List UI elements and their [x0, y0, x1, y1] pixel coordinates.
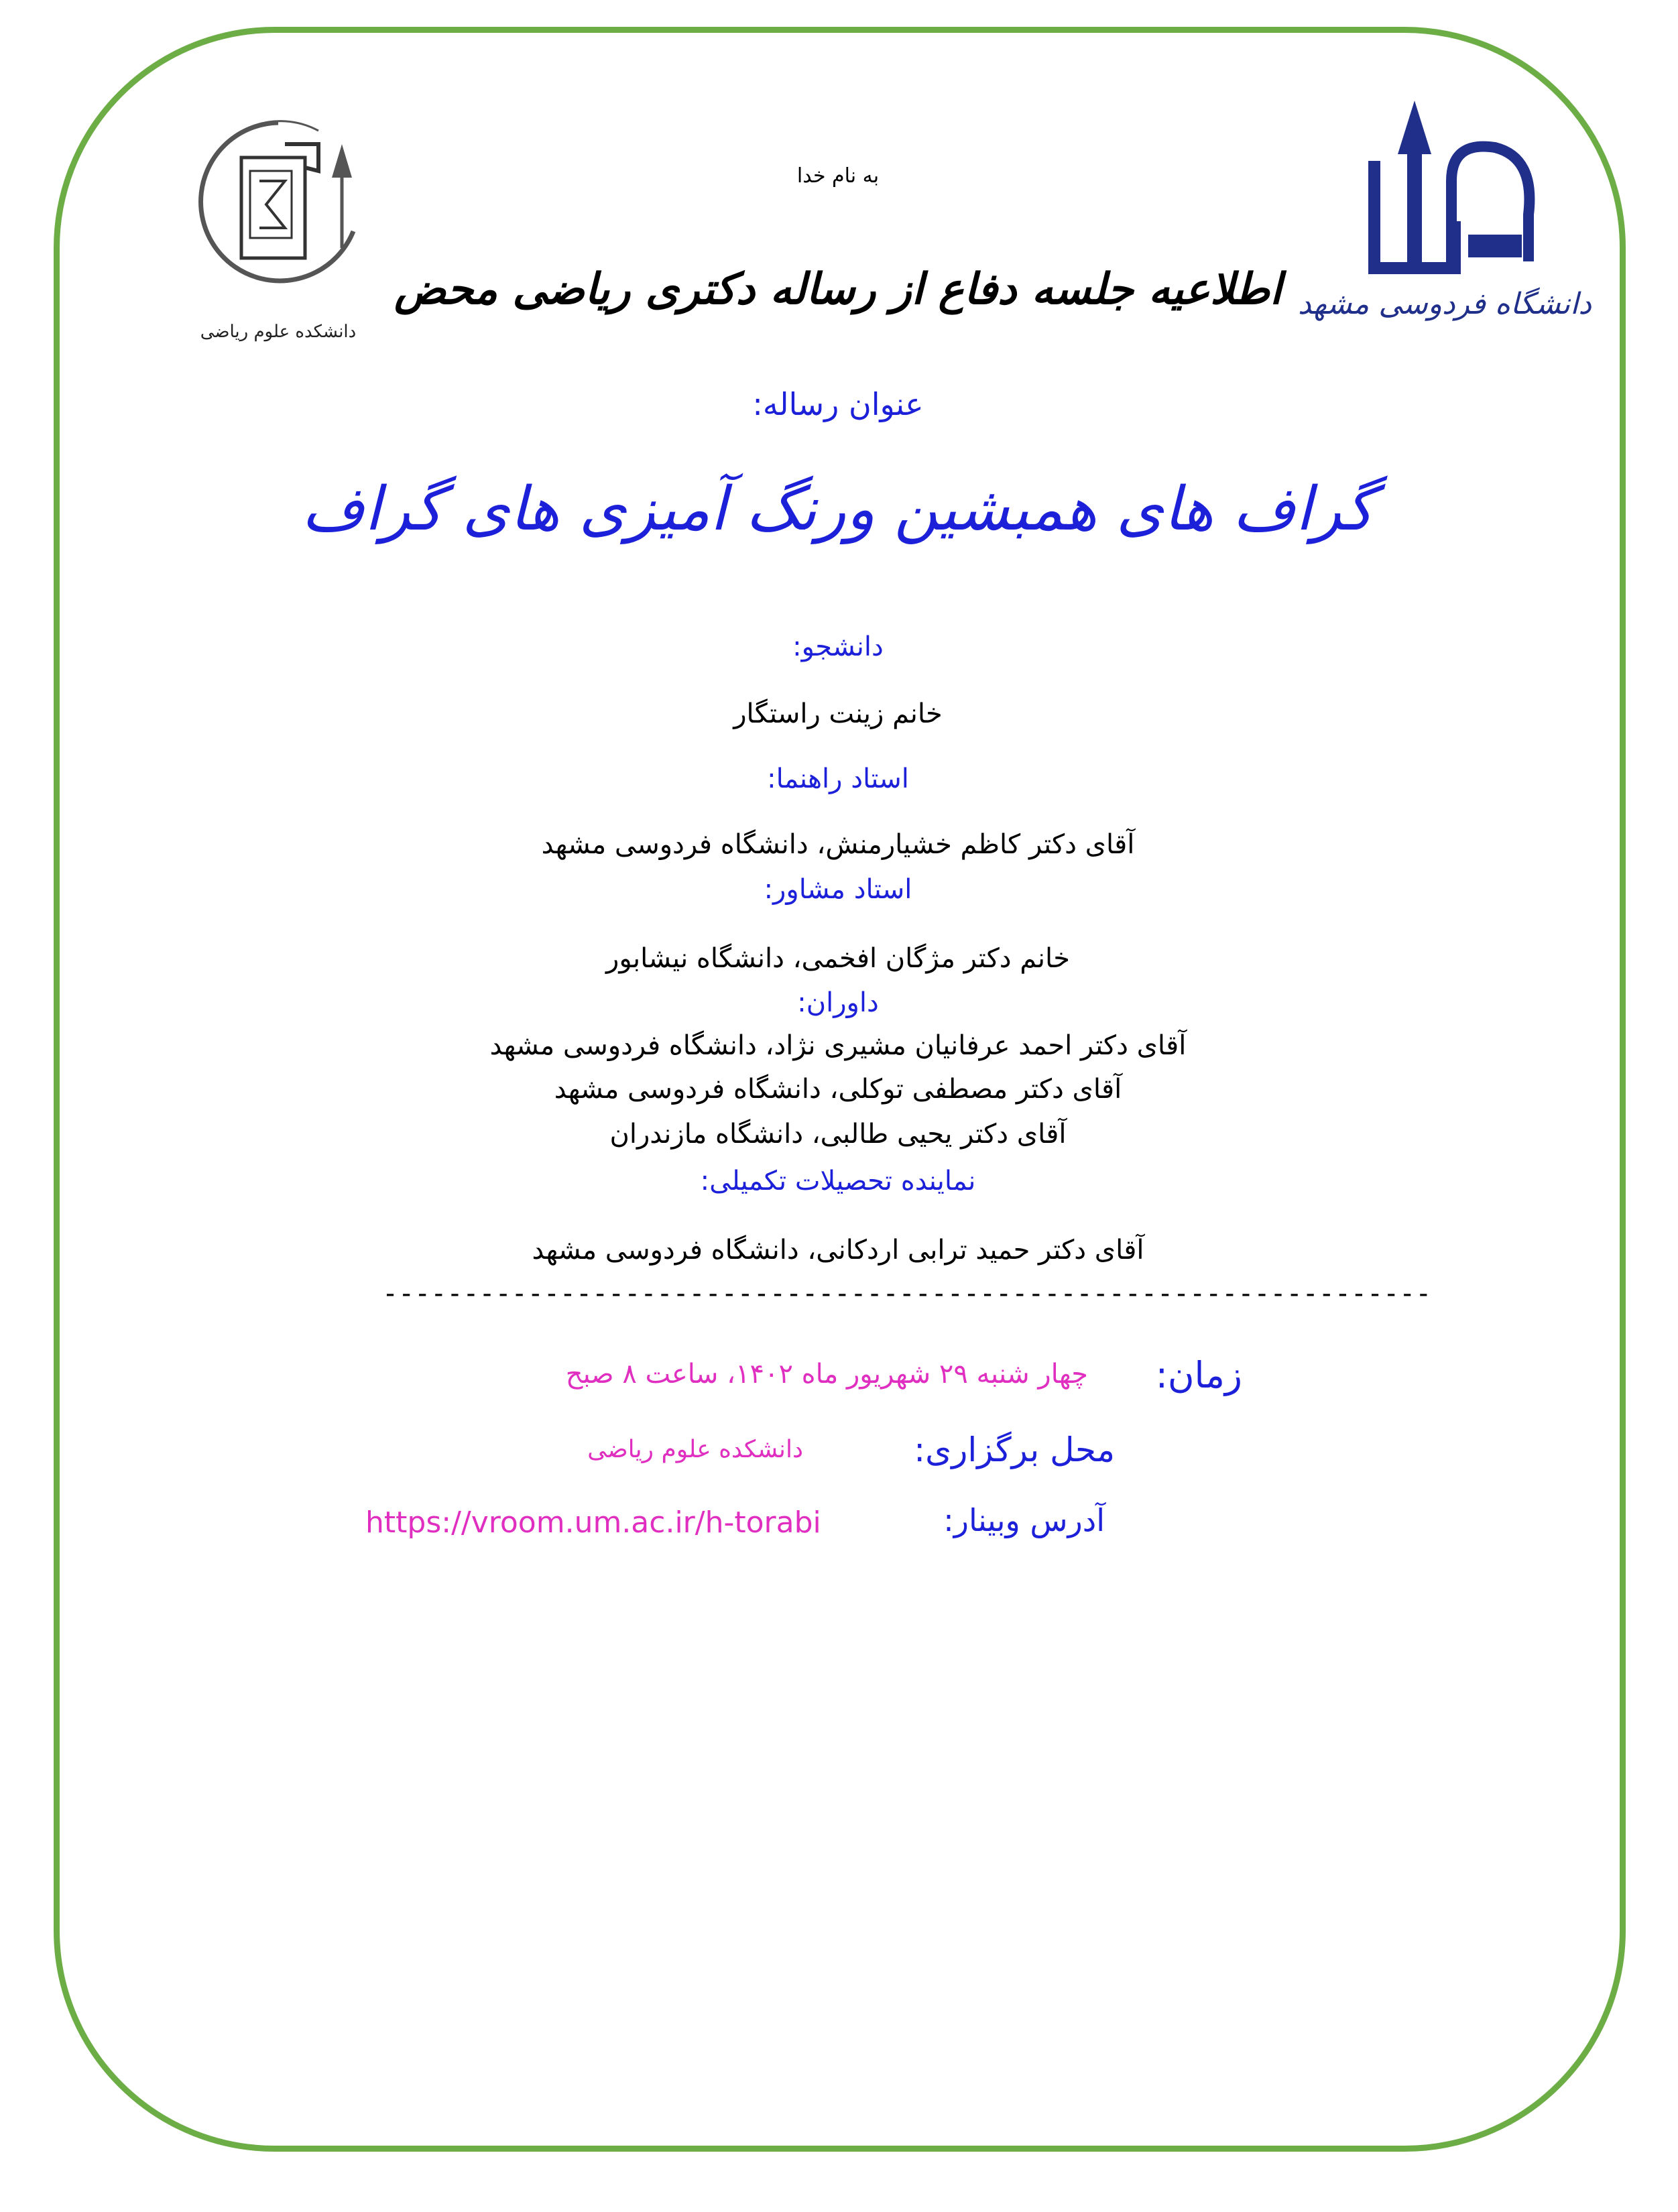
graduate-rep-name: آقای دکتر حمید ترابی اردکانی، دانشگاه فردوسی مشهد	[532, 1235, 1144, 1266]
basmala: به نام خدا	[796, 164, 880, 188]
webinar-label: آدرس وبینار:	[943, 1502, 1105, 1538]
thesis-title-label: عنوان رساله:	[752, 386, 924, 422]
referee-item: آقای دکتر احمد عرفانیان مشیری نژاد، دانشگاه فردوسی مشهد	[489, 1030, 1187, 1061]
graduate-rep-label: نماینده تحصیلات تکمیلی:	[700, 1166, 976, 1196]
student-name: خانم زینت راستگار	[733, 698, 943, 729]
university-logo-caption: دانشگاه فردوسی مشهد	[1298, 287, 1592, 321]
referee-item: آقای دکتر مصطفی توکلی، دانشگاه فردوسی مشهد	[554, 1074, 1122, 1105]
thesis-title: گراف های همبشین ورنگ آمیزی های گراف	[302, 474, 1374, 544]
time-value: چهار شنبه ۲۹ شهریور ماه ۱۴۰۲، ساعت ۸ صبح	[565, 1359, 1088, 1390]
supervisor-label: استاد راهنما:	[767, 763, 909, 794]
supervisor-name: آقای دکتر کاظم خشیارمنش، دانشگاه فردوسی مشهد	[541, 829, 1135, 860]
venue-label: محل برگزاری:	[914, 1430, 1115, 1469]
advisor-label: استاد مشاور:	[764, 874, 912, 905]
faculty-logo-caption: دانشکده علوم ریاضی	[200, 322, 357, 342]
student-label: دانشجو:	[792, 631, 884, 662]
referees-label: داوران:	[797, 987, 879, 1018]
referee-item: آقای دکتر یحیی طالبی، دانشگاه مازندران	[609, 1119, 1067, 1150]
time-label: زمان:	[1155, 1354, 1242, 1396]
venue-value: دانشکده علوم ریاضی	[587, 1436, 803, 1463]
faculty-logo	[178, 104, 379, 362]
divider: -----------------------------------------------------------------	[382, 1278, 1432, 1309]
advisor-name: خانم دکتر مژگان افخمی، دانشگاه نیشابور	[606, 943, 1070, 974]
page-heading: اطلاعیه جلسه دفاع از رساله دکتری ریاضی محض	[394, 264, 1282, 314]
webinar-link[interactable]: https://vroom.um.ac.ir/h-torabi	[365, 1506, 821, 1540]
